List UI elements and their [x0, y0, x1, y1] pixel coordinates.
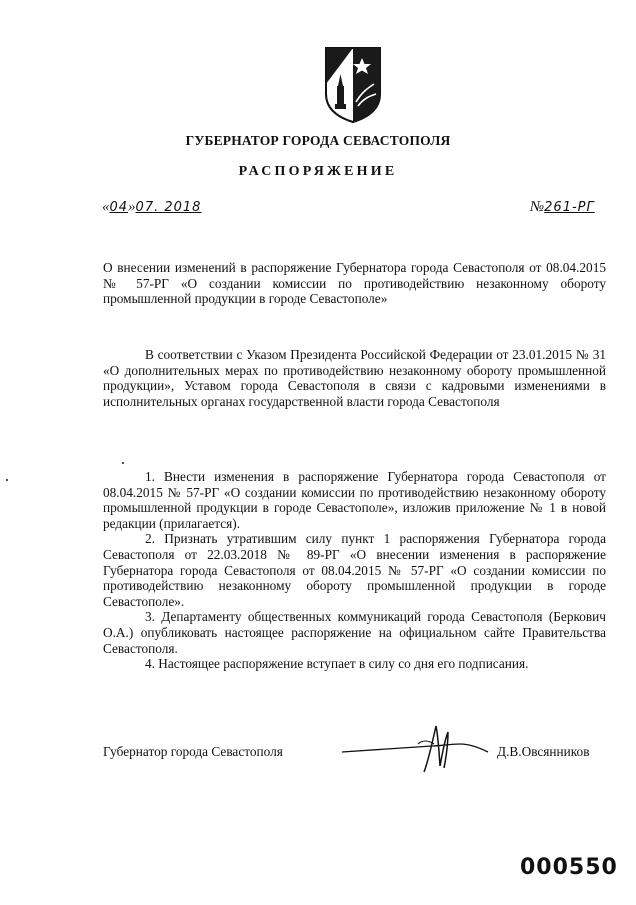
handwritten-signature-icon [340, 722, 490, 778]
document-type: РАСПОРЯЖЕНИЕ [238, 164, 398, 179]
date-close-quote: » [128, 199, 136, 215]
directive-item-3: 3. Департаменту общественных коммуникаций города Севастополя (Беркович О.А.) опубликовать настоящее распоряжение на официальном сайте Правительства Севастополя. [103, 609, 606, 656]
directive-item-2: 2. Признать утратившим силу пункт 1 распоряжения Губернатора города Севастополя от 22.03.2018 № 89-РГ «О внесении изменения в распоряжение Губернатора города Севастополя от 08.04.2015 № 57-РГ «О создании комиссии по противодействию незаконному обороту промышленной продукции в городе Севастополе». [103, 531, 606, 609]
directive-item-4: 4. Настоящее распоряжение вступает в силу со дня его подписания. [145, 656, 529, 672]
number-prefix: № [530, 199, 545, 215]
document-date [102, 199, 201, 216]
date-month-year: 07. 2018 [135, 200, 202, 215]
preamble: В соответствии с Указом Президента Российской Федерации от 23.01.2015 № 31 «О дополнительных мерах по противодействию незаконному обороту промышленной продукции», Уставом города Севастополя в связи с кадровыми изменениями в исполнительных органах государственной власти города Севастополя [103, 347, 606, 409]
document-subject: О внесении изменений в распоряжение Губернатора города Севастополя от 08.04.2015 № 57-РГ «О создании комиссии по противодействию незаконному обороту промышленной продукции в городе Севастополе» [103, 260, 606, 307]
signatory-position: Губернатор города Севастополя [103, 744, 283, 759]
date-day: 04 [109, 200, 129, 215]
signatory-name: Д.В.Овсянников [497, 744, 590, 759]
scan-speck [122, 462, 124, 464]
issuing-authority: ГУБЕРНАТОР ГОРОДА СЕВАСТОПОЛЯ [185, 133, 451, 148]
directive-items [103, 469, 606, 672]
date-open-quote: « [102, 199, 110, 215]
scan-speck [6, 479, 8, 481]
directive-item-1: 1. Внести изменения в распоряжение Губернатора города Севастополя от 08.04.2015 № 57-РГ «О создании комиссии по противодействию незаконному обороту промышленной продукции в городе Севастополе», изложив приложение № 1 в новой редакции (прилагается). [103, 469, 606, 531]
serial-number: 000550 [520, 855, 618, 880]
document-number [530, 199, 595, 216]
number-value: 261-РГ [544, 200, 595, 215]
sevastopol-coat-of-arms-icon [322, 44, 384, 124]
